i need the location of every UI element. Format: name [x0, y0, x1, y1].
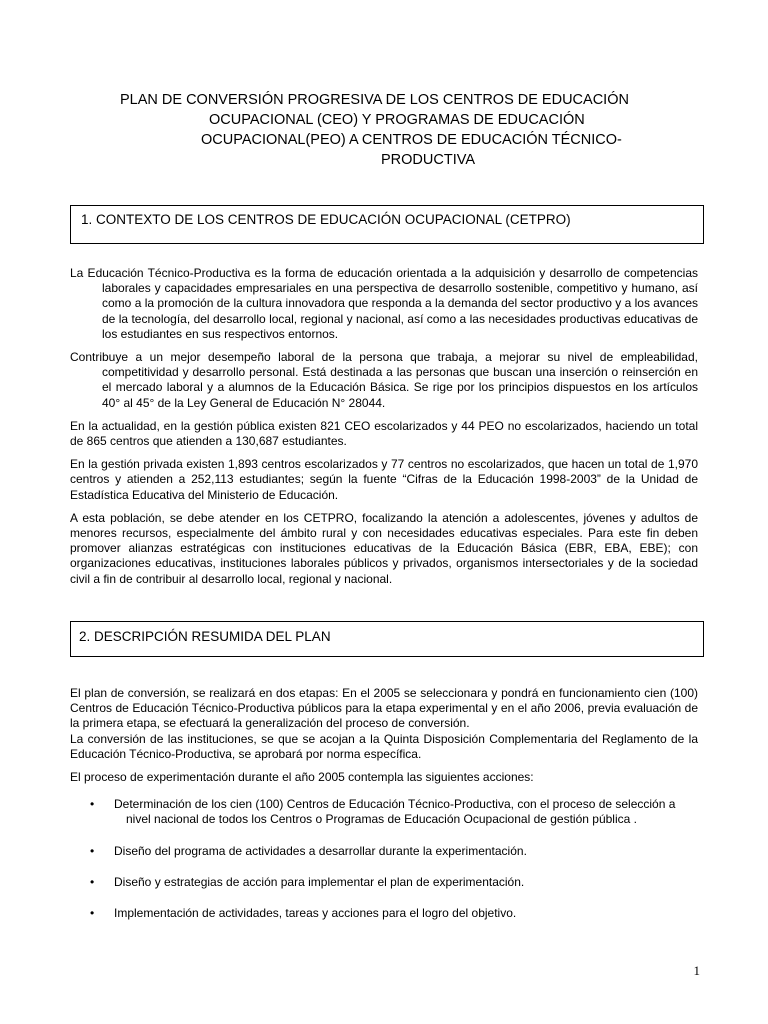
list-item [70, 875, 698, 890]
paragraph-contribution: Contribuye a un mejor desempeño laboral de la persona que trabaja, a mejorar su nivel de empleabilidad, competitividad y desarrollo personal. Está destinada a las personas que buscan una inserción o reinserción en el mercado laboral y a alumnos de la Educación Básica. Se rige por los principios dispuestos en los artículos 40° al 45° de la Ley General de Educación N° 28044. [70, 350, 698, 410]
bullet-icon: • [90, 843, 95, 858]
list-item [70, 844, 698, 859]
section-2-body [70, 686, 698, 937]
paragraph-conversion-norm: La conversión de las instituciones, se que se acojan a la Quinta Disposición Complementaria del Reglamento de la Educación Técnico-Productiva, se aprobará por norma específica. [70, 731, 698, 761]
list-item-text: Diseño y estrategias de acción para implementar el plan de experimentación. [114, 874, 525, 889]
paragraph-plan-stages: El plan de conversión, se realizará en dos etapas: En el 2005 se seleccionara y pondrá en funcionamiento cien (100) Centros de Educación Técnico-Productiva públicos para la etapa experimental y en el año 2006, previa evaluación de la primera etapa, se efectuará la generalización del proceso de conversión. [70, 686, 698, 731]
title-line-3: OCUPACIONAL(PEO) A CENTROS DE EDUCACIÓN TÉCNICO- [201, 132, 622, 148]
title-line-4: PRODUCTIVA [381, 152, 475, 168]
page-number: 1 [693, 963, 700, 978]
bullet-icon: • [90, 797, 95, 812]
section-2-heading: 2. DESCRIPCIÓN RESUMIDA DEL PLAN [70, 621, 704, 657]
title-line-2: OCUPACIONAL (CEO) Y PROGRAMAS DE EDUCACIÓN [209, 112, 585, 128]
document-title [70, 90, 692, 170]
paragraph-public-management: En la actualidad, en la gestión pública existen 821 CEO escolarizados y 44 PEO no escolarizados, haciendo un total de 865 centros que atienden a 130,687 estudiantes. [70, 418, 698, 449]
list-item [70, 906, 698, 921]
paragraph-private-management: En la gestión privada existen 1,893 centros escolarizados y 77 centros no escolarizados, que hacen un total de 1,970 centros y atienden a 252,113 estudiantes; según la fuente “Cifras de la Educación 1998-2003” de la Unidad de Estadística Educativa del Ministerio de Educación. [70, 457, 698, 502]
bullet-icon: • [90, 906, 95, 921]
paragraph-population: A esta población, se debe atender en los CETPRO, focalizando la atención a adolescentes, jóvenes y adultos de menores recursos, especialmente del ámbito rural y con necesidades educativas especiales. Para este fin deben promover alianzas estratégicas con instituciones educativas de la Educación Básica (EBR, EBA, EBE); con organizaciones educativas, instituciones laborales públicos y privados, organismos intersectoriales y de la sociedad civil a fin de contribuir al desarrollo local, regional y nacional. [70, 510, 698, 586]
bullet-icon: • [90, 874, 95, 889]
title-line-1: PLAN DE CONVERSIÓN PROGRESIVA DE LOS CENTROS DE EDUCACIÓN [120, 92, 629, 108]
section-1-body [70, 266, 698, 595]
list-item-text: Diseño del programa de actividades a desarrollar durante la experimentación. [114, 843, 527, 858]
list-item-text: Determinación de los cien (100) Centros de Educación Técnico-Productiva, con el proceso de selección a nivel nacional de todos los Centros o Programas de Educación Ocupacional de gestión pública . [114, 797, 676, 827]
section-1-heading: 1. CONTEXTO DE LOS CENTROS DE EDUCACIÓN OCUPACIONAL (CETPRO) [70, 205, 704, 244]
paragraph-education-definition: La Educación Técnico-Productiva es la forma de educación orientada a la adquisición y desarrollo de competencias laborales y capacidades empresariales en una perspectiva de desarrollo sostenible, competitivo y humano, así como a la promoción de la cultura innovadora que responda a la demanda del sector productivo y a los avances de la tecnología, del desarrollo local, regional y nacional, así como a las necesidades productivas educativas de los estudiantes en sus respectivos entornos. [70, 266, 698, 341]
paragraph-experimentation-actions: El proceso de experimentación durante el año 2005 contempla las siguientes acciones: [70, 770, 534, 785]
list-item-text: Implementación de actividades, tareas y acciones para el logro del objetivo. [114, 906, 517, 921]
list-item [70, 797, 698, 827]
